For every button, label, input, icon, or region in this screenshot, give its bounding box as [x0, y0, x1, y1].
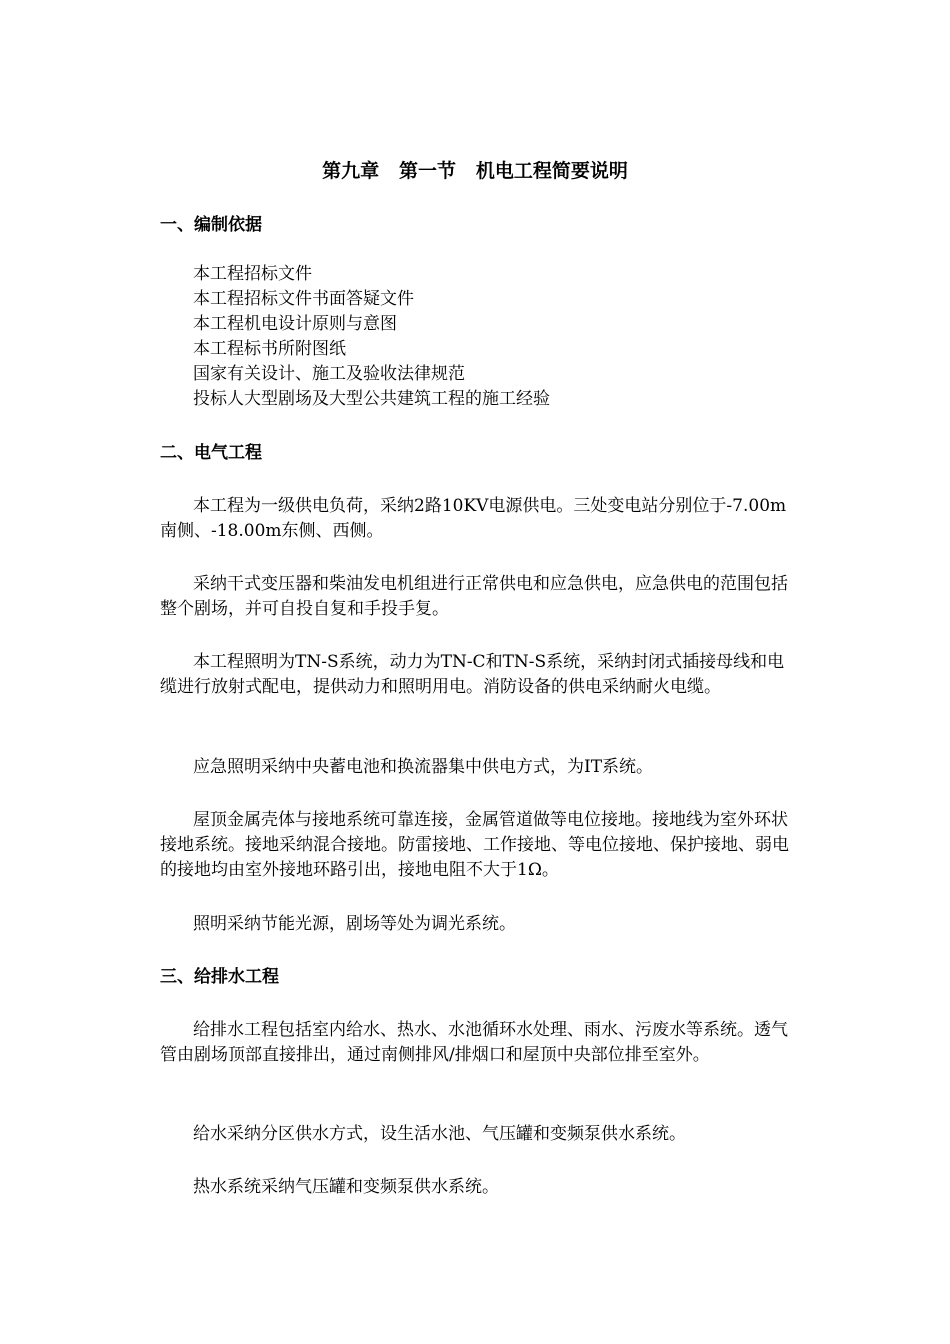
paragraph: 屋顶金属壳体与接地系统可靠连接，金属管道做等电位接地。接地线为室外环状接地系统。接地采纳混合接地。防雷接地、工作接地、等电位接地、保护接地、弱电的接地均由室外接地环路引出，接地电阻不大于1Ω。	[160, 810, 789, 880]
paragraph: 照明采纳节能光源，剧场等处为调光系统。	[193, 914, 516, 934]
section-heading-water: 三、给排水工程	[160, 967, 279, 987]
page-title: 第九章 第一节 机电工程简要说明	[322, 160, 628, 182]
list-item: 本工程招标文件书面答疑文件	[193, 289, 414, 309]
list-item: 投标人大型剧场及大型公共建筑工程的施工经验	[193, 389, 550, 409]
paragraph: 给排水工程包括室内给水、热水、水池循环水处理、雨水、污废水等系统。透气管由剧场顶部直接排出，通过南侧排风/排烟口和屋顶中央部位排至室外。	[160, 1020, 788, 1065]
paragraph: 热水系统采纳气压罐和变频泵供水系统。	[193, 1177, 499, 1197]
paragraph: 应急照明采纳中央蓄电池和换流器集中供电方式，为IT系统。	[193, 757, 654, 777]
paragraph: 本工程为一级供电负荷，采纳2路10KV电源供电。三处变电站分别位于-7.00m 南侧、-18.00m东侧、西侧。	[160, 496, 787, 541]
paragraph: 给水采纳分区供水方式，设生活水池、气压罐和变频泵供水系统。	[193, 1124, 686, 1144]
section-heading-basis: 一、编制依据	[160, 215, 262, 235]
paragraph: 本工程照明为TN-S系统，动力为TN-C和TN-S系统，采纳封闭式插接母线和电缆进行放射式配电，提供动力和照明用电。消防设备的供电采纳耐火电缆。	[160, 652, 785, 697]
list-item: 本工程机电设计原则与意图	[193, 314, 397, 334]
list-item: 国家有关设计、施工及验收法律规范	[193, 364, 465, 384]
list-item: 本工程招标文件	[193, 264, 312, 284]
basis-list	[193, 262, 550, 412]
paragraph: 采纳干式变压器和柴油发电机组进行正常供电和应急供电，应急供电的范围包括整个剧场，并可自投自复和手投手复。	[160, 574, 788, 619]
list-item: 本工程标书所附图纸	[193, 339, 346, 359]
section-heading-electrical: 二、电气工程	[160, 443, 262, 463]
